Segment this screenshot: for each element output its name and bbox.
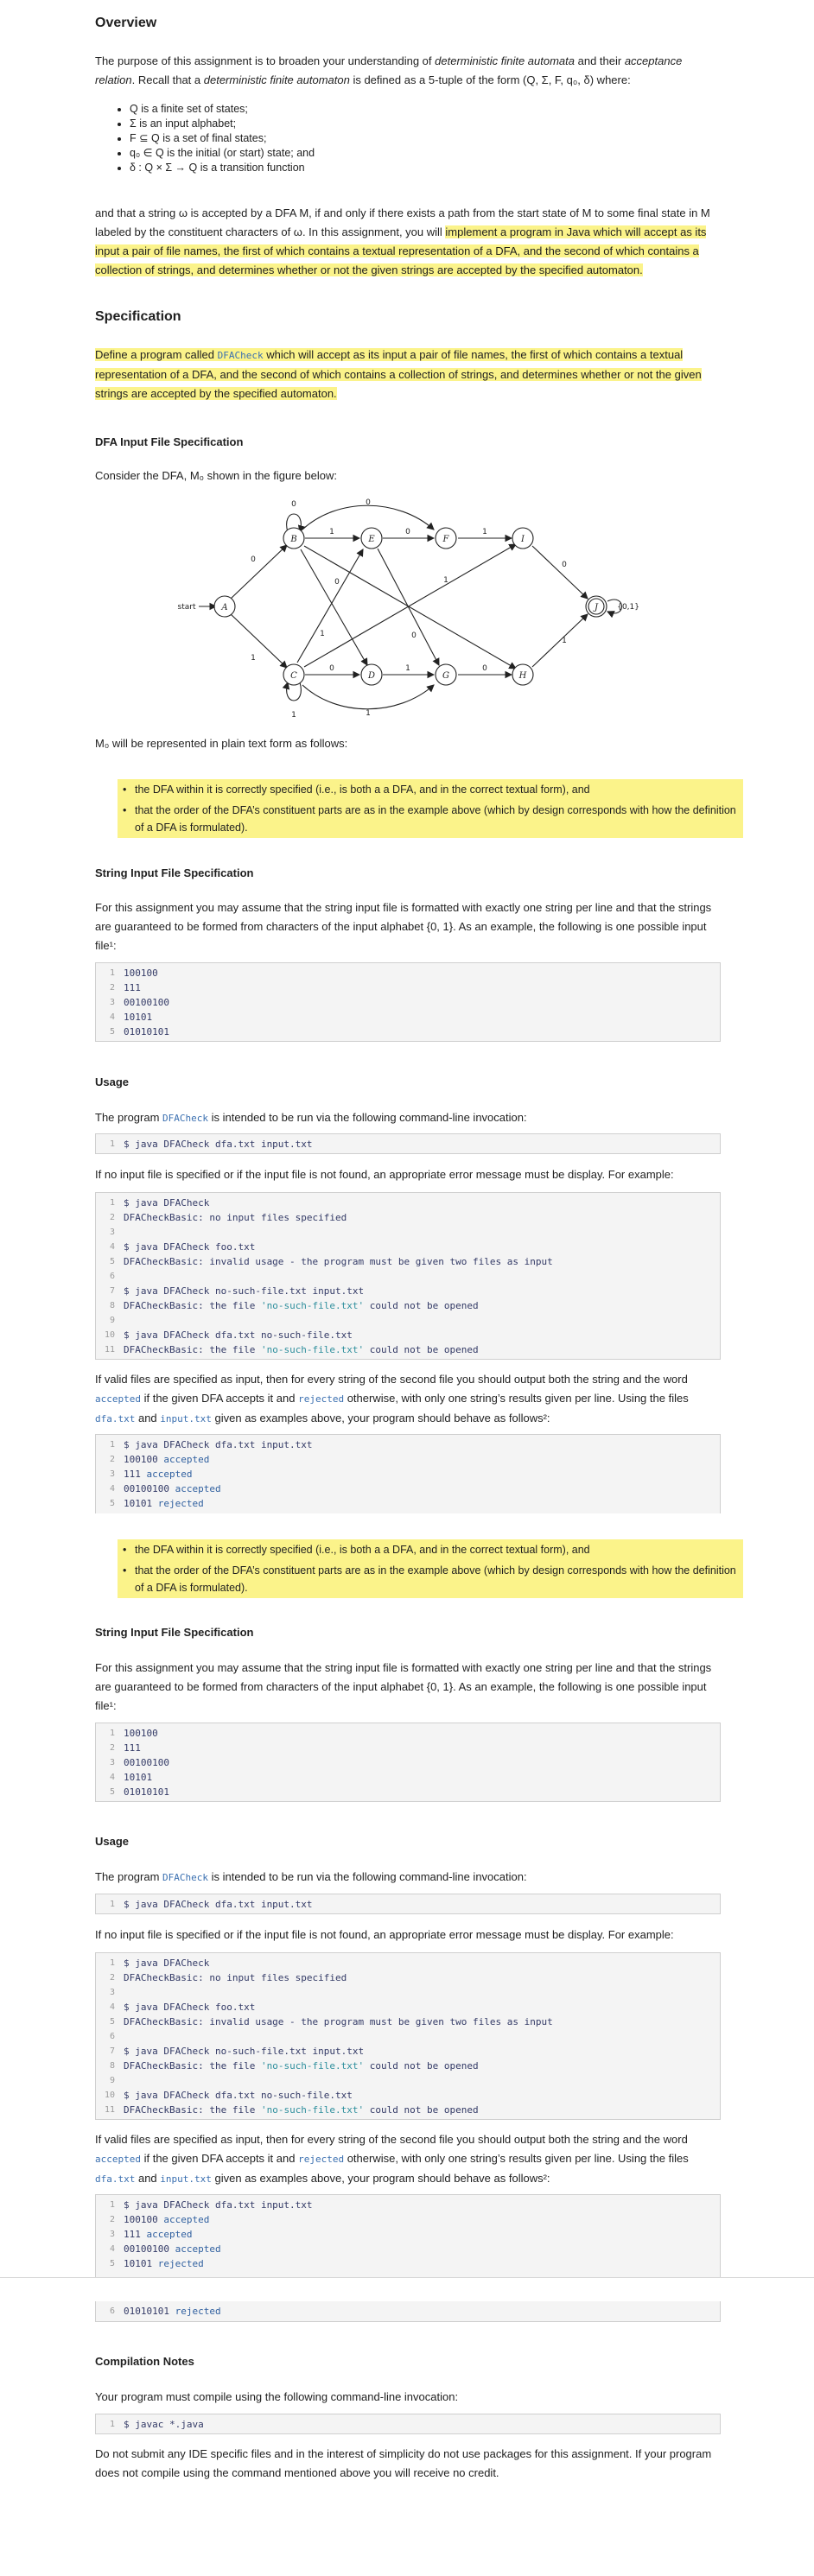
list-item: • the DFA within it is correctly specified (i.e., is both a a DFA, and in the correct textual form), and bbox=[118, 1539, 743, 1560]
usage-heading: Usage bbox=[95, 1075, 130, 1088]
list-item: • δ : Q × Σ → Q is a transition function bbox=[130, 161, 755, 175]
state-label: C bbox=[290, 671, 297, 681]
edge-label: 1 bbox=[482, 528, 487, 536]
output-paragraph-repeat: If valid files are specified as input, then for every string of the second file you should output both the string and the word accepted if the given DFA accepts it and rejected otherwise, with only one string’s results given per line. Using the files dfa.txt and input.txt given as examples above, your program should behave as follows²: bbox=[95, 2133, 689, 2185]
specification-heading: Specification bbox=[95, 309, 181, 324]
error-examples-code-block-repeat: 1 $ java DFACheck 2 DFACheckBasic: no input files specified 3 4 $ java DFACheck foo.txt 5 DFACheckBasic: invalid usage - the program must be given two files as input 6 7 $ java DFACheck no-such-file.txt input.txt 8 DFACheckBasic: the file 'no-such-file.txt' could not be opened 9 10 $ java DFACheck dfa.txt no-such-file.txt 11 DFACheckBasic: the file 'no-such-file.txt' could not be opened bbox=[95, 1952, 721, 2120]
specification-paragraph: Define a program called DFACheck which will accept as its input a pair of file names, the first of which contains a textual representation of a DFA, and the second of which contains a collection of strings, and determines whether or not the given strings are accepted by the specified automaton. bbox=[95, 348, 702, 400]
edge-label: 0 bbox=[562, 561, 567, 569]
list-item: • q₀ ∈ Q is the initial (or start) state; and bbox=[130, 146, 755, 161]
error-paragraph: If no input file is specified or if the input file is not found, an appropriate error message must be display. For example: bbox=[95, 1168, 674, 1181]
edge-label: 1 bbox=[329, 528, 334, 536]
output-code-block: 1 $ java DFACheck dfa.txt input.txt 2 100100 accepted 3 111 accepted 4 00100100 accepted 5 10101 rejected bbox=[95, 1434, 721, 1513]
run-command-code-block-repeat: 1 $ java DFACheck dfa.txt input.txt bbox=[95, 1894, 721, 1914]
compilation-warning: Do not submit any IDE specific files and in the interest of simplicity do not use packages for this assignment. If your program does not compile using the command mentioned above you will receive no credit. bbox=[95, 2447, 712, 2479]
output-code-block-continuation: 6 01010101 rejected bbox=[95, 2301, 721, 2322]
edge-label: 0 bbox=[411, 631, 417, 640]
list-item: • that the order of the DFA’s constituent parts are as in the example above (which by design corresponds with how the definition of a DFA is formulated). bbox=[118, 800, 743, 838]
list-item: • Q is a finite set of states; bbox=[130, 102, 755, 117]
final-loop-label: {0,1} bbox=[617, 603, 639, 612]
edge-label: 0 bbox=[251, 555, 256, 564]
edge-b-d bbox=[301, 549, 367, 665]
input-file-code-block-repeat: 1 100100 2 111 3 00100100 4 10101 5 01010101 bbox=[95, 1723, 721, 1802]
edge-label: 0 bbox=[482, 664, 487, 673]
dfa-definition-list bbox=[95, 102, 755, 175]
edge-label: 1 bbox=[443, 576, 448, 585]
overview-heading: Overview bbox=[95, 16, 157, 30]
string-input-paragraph-repeat: For this assignment you may assume that the string input file is formatted with exactly one string per line and that the strings are guaranteed to be formed from characters of the input alphabet {0, 1}. As an example, the following is one possible input file¹: bbox=[95, 1661, 712, 1712]
string-input-heading-repeat: String Input File Specification bbox=[95, 1626, 254, 1639]
assumption-list-repeat bbox=[95, 1539, 743, 1598]
edge-label: 0 bbox=[405, 528, 410, 536]
dfa-input-heading: DFA Input File Specification bbox=[95, 435, 244, 448]
list-item: • that the order of the DFA’s constituent parts are as in the example above (which by design corresponds with how the definition of a DFA is formulated). bbox=[118, 1560, 743, 1598]
edge-label: 1 bbox=[366, 709, 371, 718]
edge-a-b bbox=[231, 545, 287, 599]
overview-paragraph: The purpose of this assignment is to broaden your understanding of deterministic finite automata and their acceptance relation. Recall that a deterministic finite automaton is defined as a 5-tuple of the form (Q, Σ, F, q₀, δ) where: bbox=[95, 54, 683, 86]
state-label: B bbox=[290, 535, 297, 544]
edge-c-e bbox=[297, 549, 363, 663]
assignment-goal-highlight: implement a program in Java which will accept as its input a pair of file names, the first of which contains a textual representation of a DFA, and the second of which contains a collection of strings, and determines whether or not the given strings are accepted by the specified automaton. bbox=[95, 225, 707, 276]
state-label: F bbox=[442, 535, 449, 544]
list-item: • the DFA within it is correctly specified (i.e., is both a a DFA, and in the correct textual form), and bbox=[118, 779, 743, 800]
edge-h-j bbox=[532, 614, 588, 667]
output-paragraph: If valid files are specified as input, then for every string of the second file you should output both the string and the word accepted if the given DFA accepts it and rejected otherwise, with only one string’s results given per line. Using the files dfa.txt and input.txt given as examples above, your program should behave as follows²: bbox=[95, 1373, 689, 1424]
acceptance-paragraph: and that a string ω is accepted by a DFA M, if and only if there exists a path from the start state of M to some final state in M labeled by the constituent characters of ω. In this assignment, you will implement a program in Java which will accept as its input a pair of file names, the first of which contains a textual representation of a DFA, and the second of which contains a collection of strings, and determines whether or not the given strings are accepted by the specified automaton. bbox=[95, 206, 710, 276]
edge-label: 1 bbox=[405, 664, 410, 673]
edge-label: 0 bbox=[366, 498, 371, 507]
state-label: I bbox=[521, 535, 525, 544]
usage-paragraph: The program DFACheck is intended to be run via the following command-line invocation: bbox=[95, 1111, 527, 1124]
state-label: A bbox=[221, 603, 228, 612]
list-item: • F ⊆ Q is a set of final states; bbox=[130, 131, 755, 146]
compilation-paragraph: Your program must compile using the following command-line invocation: bbox=[95, 2390, 459, 2403]
edge-e-g bbox=[378, 549, 439, 665]
error-examples-code-block: 1 $ java DFACheck 2 DFACheckBasic: no input files specified 3 4 $ java DFACheck foo.txt 5 DFACheckBasic: invalid usage - the program must be given two files as input 6 7 $ java DFACheck no-such-file.txt input.txt 8 DFACheckBasic: the file 'no-such-file.txt' could not be opened 9 10 $ java DFACheck dfa.txt no-such-file.txt 11 DFACheckBasic: the file 'no-such-file.txt' could not be opened bbox=[95, 1192, 721, 1360]
usage-paragraph-repeat: The program DFACheck is intended to be run via the following command-line invocation: bbox=[95, 1870, 527, 1883]
edge-a-c bbox=[231, 614, 287, 668]
input-file-code-block: 1 100100 2 111 3 00100100 4 10101 5 01010101 bbox=[95, 962, 721, 1042]
state-label: E bbox=[368, 535, 375, 544]
edge-c-g bbox=[302, 685, 434, 709]
assumption-list bbox=[95, 779, 743, 838]
usage-heading-repeat: Usage bbox=[95, 1835, 130, 1848]
start-label: start bbox=[177, 603, 196, 612]
edge-b-f bbox=[302, 505, 434, 530]
dfa-diagram bbox=[173, 491, 639, 724]
edge-c-i bbox=[304, 544, 516, 667]
string-input-paragraph: For this assignment you may assume that the string input file is formatted with exactly one string per line and that the strings are guaranteed to be formed from characters of the input alphabet {0, 1}. As an example, the following is one possible input file¹: bbox=[95, 901, 712, 952]
output-code-block-repeat: 1 $ java DFACheck dfa.txt input.txt 2 100100 accepted 3 111 accepted 4 00100100 accepted 5 10101 rejected bbox=[95, 2194, 721, 2277]
state-label: J bbox=[594, 603, 599, 612]
list-item: • Σ is an input alphabet; bbox=[130, 117, 755, 131]
state-label: G bbox=[442, 671, 449, 681]
dfacheck-code: DFACheck bbox=[217, 350, 264, 361]
edge-label: 0 bbox=[291, 500, 296, 509]
edge-i-j bbox=[532, 546, 588, 599]
string-input-heading: String Input File Specification bbox=[95, 866, 254, 879]
run-command-code-block: 1 $ java DFACheck dfa.txt input.txt bbox=[95, 1133, 721, 1154]
edge-label: 0 bbox=[329, 664, 334, 673]
dfa-figure-intro: Consider the DFA, M₀ shown in the figure below: bbox=[95, 469, 337, 482]
dfa-text-form-intro: M₀ will be represented in plain text form as follows: bbox=[95, 737, 348, 750]
state-label: D bbox=[367, 671, 376, 681]
edge-b-h bbox=[304, 546, 516, 669]
edge-label: 1 bbox=[291, 711, 296, 720]
error-paragraph-repeat: If no input file is specified or if the input file is not found, an appropriate error message must be display. For example: bbox=[95, 1928, 674, 1941]
edge-label: 1 bbox=[320, 630, 325, 638]
edge-label: 0 bbox=[334, 578, 340, 587]
state-label: H bbox=[518, 671, 527, 681]
compilation-heading: Compilation Notes bbox=[95, 2355, 194, 2368]
edge-label: 1 bbox=[562, 637, 567, 645]
edge-label: 1 bbox=[251, 654, 256, 663]
compile-command-code-block: 1 $ javac *.java bbox=[95, 2414, 721, 2434]
